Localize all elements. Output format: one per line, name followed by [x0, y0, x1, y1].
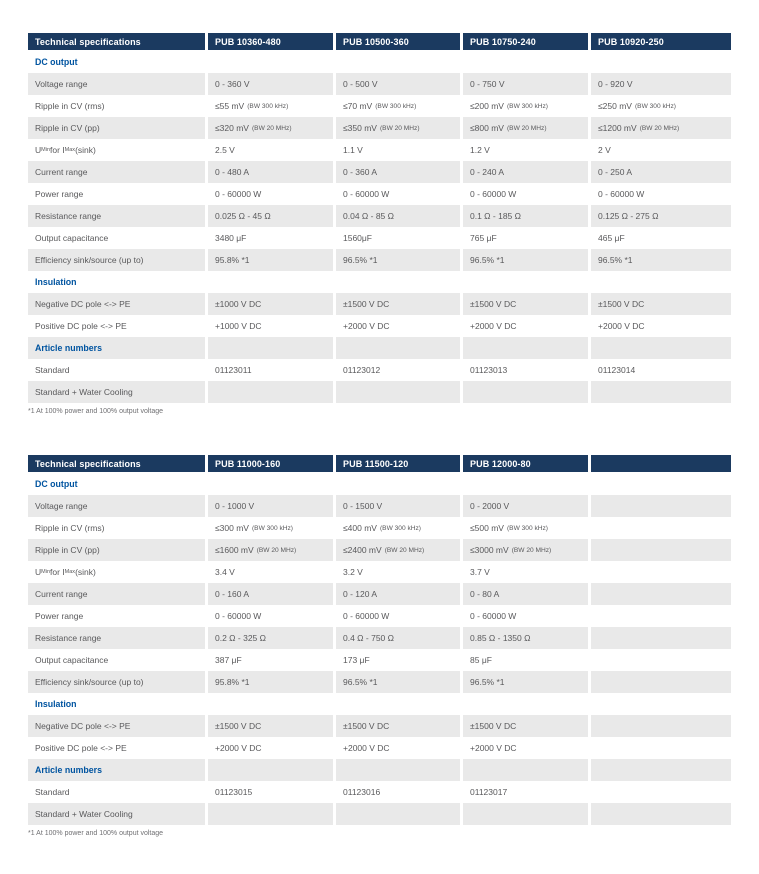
- spec-cell: ≤400 mV (BW 300 kHz): [343, 523, 422, 533]
- spec-cell: +2000 V DC: [343, 743, 390, 753]
- spec-cell: [591, 693, 731, 715]
- spec-cell: ≤800 mV (BW 20 MHz): [463, 117, 588, 139]
- spec-cell: 0 - 1500 V: [336, 495, 460, 517]
- spec-cell: [591, 51, 731, 73]
- spec-cell: [591, 539, 731, 561]
- footnote: *1 At 100% power and 100% output voltage: [28, 830, 164, 837]
- spec-cell: ±1500 V DC: [591, 293, 731, 315]
- table-row: [28, 139, 731, 161]
- spec-cell: 1560μF: [343, 233, 372, 243]
- spec-cell: ≤250 mV (BW 300 kHz): [598, 101, 677, 111]
- spec-cell: ±1500 V DC: [463, 715, 588, 737]
- spec-cell: +2000 V DC: [470, 321, 517, 331]
- table-row: [28, 627, 731, 649]
- spec-cell: [463, 271, 588, 293]
- spec-cell: 1.2 V: [470, 145, 490, 155]
- table-row: [28, 359, 731, 381]
- section-label: DC output: [35, 57, 78, 67]
- section-label: Insulation: [35, 277, 77, 287]
- spec-cell: 01123012: [343, 365, 381, 375]
- row-label: Standard + Water Cooling: [28, 381, 205, 403]
- row-label: Resistance range: [28, 205, 205, 227]
- table-row: [28, 95, 731, 117]
- spec-cell: 95.8% *1: [208, 671, 333, 693]
- row-label: U Min for I Max (sink): [35, 145, 96, 155]
- section-label: Article numbers: [28, 759, 205, 781]
- spec-cell: 3.7 V: [470, 567, 490, 577]
- spec-cell: 0.1 Ω - 185 Ω: [463, 205, 588, 227]
- spec-cell: [463, 759, 588, 781]
- spec-cell: ≤3000 mV (BW 20 MHz): [463, 539, 588, 561]
- spec-cell: ±1500 V DC: [336, 715, 460, 737]
- spec-cell: ≤55 mV (BW 300 kHz): [215, 101, 289, 111]
- section-row: [28, 51, 731, 73]
- spec-cell: 0 - 250 A: [591, 161, 731, 183]
- header-cell-model: [591, 455, 731, 472]
- spec-cell: [463, 51, 588, 73]
- spec-cell: [591, 781, 731, 803]
- section-row: [28, 473, 731, 495]
- spec-cell: ≤320 mV (BW 20 MHz): [208, 117, 333, 139]
- spec-cell: [591, 337, 731, 359]
- spec-cell: 465 μF: [598, 233, 625, 243]
- spec-cell: 0 - 360 V: [208, 73, 333, 95]
- spec-cell: 765 μF: [470, 233, 497, 243]
- spec-cell: 0.04 Ω - 85 Ω: [336, 205, 460, 227]
- bandwidth-note: (BW 300 kHz): [251, 524, 294, 532]
- spec-cell: [463, 693, 588, 715]
- spec-cell: 0 - 60000 W: [343, 611, 390, 621]
- spec-cell: 0.025 Ω - 45 Ω: [208, 205, 333, 227]
- header-cell-model: PUB 10500-360: [336, 33, 460, 50]
- spec-cell: [591, 759, 731, 781]
- table-row: [28, 671, 731, 693]
- spec-cell: [591, 473, 731, 495]
- row-label: Standard + Water Cooling: [28, 803, 205, 825]
- section-label: Insulation: [35, 699, 77, 709]
- row-label: Standard: [35, 365, 70, 375]
- table-row: [28, 737, 731, 759]
- section-row: [28, 693, 731, 715]
- spec-cell: 0 - 80 A: [463, 583, 588, 605]
- spec-cell: [591, 715, 731, 737]
- spec-cell: 0 - 920 V: [591, 73, 731, 95]
- spec-cell: ±1500 V DC: [208, 715, 333, 737]
- spec-cell: 96.5% *1: [463, 249, 588, 271]
- bandwidth-note: (BW 300 kHz): [375, 102, 417, 110]
- section-row: [28, 337, 731, 359]
- spec-cell: 0 - 480 A: [208, 161, 333, 183]
- row-label: Ripple in CV (pp): [28, 117, 205, 139]
- header-cell-model: PUB 10920-250: [591, 33, 731, 50]
- spec-cell: [336, 473, 460, 495]
- spec-table-2: [28, 455, 731, 837]
- spec-cell: ±1500 V DC: [336, 293, 460, 315]
- spec-cell: [591, 627, 731, 649]
- spec-cell: +2000 V DC: [598, 321, 645, 331]
- spec-cell: 0 - 1000 V: [208, 495, 333, 517]
- spec-cell: ≤1200 mV (BW 20 MHz): [591, 117, 731, 139]
- spec-cell: [208, 381, 333, 403]
- spec-cell: [208, 271, 333, 293]
- table-row: [28, 73, 731, 95]
- spec-cell: 0 - 60000 W: [470, 611, 517, 621]
- row-label: Output capacitance: [35, 233, 109, 243]
- header-cell-label: Technical specifications: [28, 455, 205, 472]
- spec-cell: [591, 271, 731, 293]
- bandwidth-note: (BW 20 MHz): [506, 124, 547, 132]
- spec-cell: 0 - 360 A: [336, 161, 460, 183]
- spec-cell: 0.125 Ω - 275 Ω: [591, 205, 731, 227]
- spec-cell: ≤300 mV (BW 300 kHz): [215, 523, 294, 533]
- table-row: [28, 781, 731, 803]
- spec-cell: +2000 V DC: [470, 743, 517, 753]
- spec-cell: [208, 803, 333, 825]
- spec-cell: 0 - 2000 V: [463, 495, 588, 517]
- section-label: Article numbers: [28, 337, 205, 359]
- spec-cell: 0.4 Ω - 750 Ω: [336, 627, 460, 649]
- spec-cell: 96.5% *1: [463, 671, 588, 693]
- table-row: [28, 517, 731, 539]
- spec-cell: 3.4 V: [215, 567, 235, 577]
- row-label: Negative DC pole <-> PE: [28, 715, 205, 737]
- table-row: [28, 227, 731, 249]
- footnote: *1 At 100% power and 100% output voltage: [28, 408, 164, 415]
- spec-cell: 96.5% *1: [336, 671, 460, 693]
- spec-cell: 01123011: [215, 365, 252, 375]
- row-label: U Min for I Max (sink): [35, 567, 96, 577]
- bandwidth-note: (BW 300 kHz): [506, 102, 549, 110]
- spec-cell: 1.1 V: [343, 145, 363, 155]
- spec-cell: ±1000 V DC: [208, 293, 333, 315]
- spec-cell: 0 - 60000 W: [215, 611, 262, 621]
- table-row: [28, 539, 731, 561]
- header-cell-model: PUB 12000-80: [463, 455, 588, 472]
- spec-cell: [208, 51, 333, 73]
- spec-cell: [336, 337, 460, 359]
- spec-cell: 387 μF: [215, 655, 242, 665]
- spec-cell: 01123016: [343, 787, 381, 797]
- spec-cell: 0 - 60000 W: [215, 189, 262, 199]
- header-cell-model: PUB 11500-120: [336, 455, 460, 472]
- bandwidth-note: (BW 300 kHz): [247, 102, 289, 110]
- spec-cell: [591, 671, 731, 693]
- spec-cell: 01123013: [470, 365, 508, 375]
- row-label: Current range: [28, 583, 205, 605]
- spec-cell: [208, 473, 333, 495]
- spec-cell: ≤200 mV (BW 300 kHz): [470, 101, 549, 111]
- spec-cell: [208, 337, 333, 359]
- section-row: [28, 759, 731, 781]
- spec-cell: 01123017: [470, 787, 508, 797]
- spec-cell: ≤70 mV (BW 300 kHz): [343, 101, 417, 111]
- spec-cell: [591, 803, 731, 825]
- spec-cell: 0 - 240 A: [463, 161, 588, 183]
- spec-cell: 0.2 Ω - 325 Ω: [208, 627, 333, 649]
- table-row: [28, 495, 731, 517]
- spec-cell: [463, 473, 588, 495]
- table-row: [28, 381, 731, 403]
- spec-cell: [591, 649, 731, 671]
- spec-cell: ±1500 V DC: [463, 293, 588, 315]
- spec-cell: 0 - 160 A: [208, 583, 333, 605]
- spec-cell: [463, 381, 588, 403]
- spec-cell: ≤2400 mV (BW 20 MHz): [336, 539, 460, 561]
- row-label: Power range: [35, 189, 84, 199]
- bandwidth-note: (BW 20 MHz): [384, 546, 425, 554]
- spec-cell: [591, 737, 731, 759]
- row-label: Ripple in CV (rms): [35, 523, 105, 533]
- section-label: DC output: [35, 479, 78, 489]
- spec-cell: [336, 51, 460, 73]
- table-row: [28, 293, 731, 315]
- table-row: [28, 117, 731, 139]
- header-cell-model: PUB 11000-160: [208, 455, 333, 472]
- table-row: [28, 649, 731, 671]
- table-row: [28, 605, 731, 627]
- table-row: [28, 161, 731, 183]
- spec-cell: 01123015: [215, 787, 253, 797]
- table-row: [28, 561, 731, 583]
- bandwidth-note: (BW 300 kHz): [379, 524, 422, 532]
- spec-cell: [591, 561, 731, 583]
- spec-table-1: [28, 33, 731, 415]
- spec-cell: 85 μF: [470, 655, 492, 665]
- spec-cell: 0 - 500 V: [336, 73, 460, 95]
- bandwidth-note: (BW 20 MHz): [256, 546, 297, 554]
- spec-cell: 0 - 750 V: [463, 73, 588, 95]
- row-label: Efficiency sink/source (up to): [28, 671, 205, 693]
- spec-cell: [336, 381, 460, 403]
- table-row: [28, 803, 731, 825]
- table-header-row: [28, 455, 731, 472]
- row-label: Standard: [35, 787, 70, 797]
- table-row: [28, 183, 731, 205]
- spec-cell: [463, 803, 588, 825]
- row-label: Ripple in CV (pp): [28, 539, 205, 561]
- row-label: Negative DC pole <-> PE: [28, 293, 205, 315]
- spec-cell: [336, 759, 460, 781]
- row-label: Power range: [35, 611, 84, 621]
- spec-cell: [208, 759, 333, 781]
- header-cell-model: PUB 10360-480: [208, 33, 333, 50]
- table-row: [28, 583, 731, 605]
- spec-cell: 01123014: [598, 365, 636, 375]
- row-label: Output capacitance: [35, 655, 109, 665]
- table-row: [28, 715, 731, 737]
- spec-cell: [591, 381, 731, 403]
- spec-cell: 2.5 V: [215, 145, 235, 155]
- bandwidth-note: (BW 20 MHz): [251, 124, 292, 132]
- spec-cell: 95.8% *1: [208, 249, 333, 271]
- spec-cell: 0 - 60000 W: [343, 189, 390, 199]
- spec-cell: ≤500 mV (BW 300 kHz): [470, 523, 549, 533]
- spec-cell: 3480 μF: [215, 233, 247, 243]
- spec-cell: [591, 495, 731, 517]
- table-header-row: [28, 33, 731, 50]
- bandwidth-note: (BW 300 kHz): [634, 102, 677, 110]
- section-row: [28, 271, 731, 293]
- spec-cell: [336, 271, 460, 293]
- spec-cell: [463, 337, 588, 359]
- spec-cell: [591, 583, 731, 605]
- bandwidth-note: (BW 20 MHz): [379, 124, 420, 132]
- spec-cell: 96.5% *1: [336, 249, 460, 271]
- bandwidth-note: (BW 20 MHz): [639, 124, 680, 132]
- header-cell-label: Technical specifications: [28, 33, 205, 50]
- spec-cell: 0 - 60000 W: [470, 189, 517, 199]
- spec-cell: 0 - 120 A: [336, 583, 460, 605]
- bandwidth-note: (BW 300 kHz): [506, 524, 549, 532]
- row-label: Voltage range: [28, 73, 205, 95]
- row-label: Current range: [28, 161, 205, 183]
- bandwidth-note: (BW 20 MHz): [511, 546, 552, 554]
- spec-cell: ≤1600 mV (BW 20 MHz): [208, 539, 333, 561]
- spec-cell: ≤350 mV (BW 20 MHz): [336, 117, 460, 139]
- spec-cell: +2000 V DC: [343, 321, 390, 331]
- spec-cell: [336, 693, 460, 715]
- spec-cell: 173 μF: [343, 655, 370, 665]
- spec-cell: [591, 517, 731, 539]
- spec-cell: 2 V: [598, 145, 611, 155]
- spec-cell: [336, 803, 460, 825]
- spec-cell: 0.85 Ω - 1350 Ω: [463, 627, 588, 649]
- row-label: Positive DC pole <-> PE: [35, 743, 127, 753]
- spec-cell: 0 - 60000 W: [598, 189, 645, 199]
- row-label: Efficiency sink/source (up to): [28, 249, 205, 271]
- spec-cell: 3.2 V: [343, 567, 363, 577]
- spec-cell: [208, 693, 333, 715]
- row-label: Resistance range: [28, 627, 205, 649]
- row-label: Positive DC pole <-> PE: [35, 321, 127, 331]
- spec-cell: +1000 V DC: [215, 321, 262, 331]
- spec-cell: 96.5% *1: [591, 249, 731, 271]
- row-label: Ripple in CV (rms): [35, 101, 105, 111]
- table-row: [28, 205, 731, 227]
- spec-cell: [591, 605, 731, 627]
- table-row: [28, 249, 731, 271]
- table-row: [28, 315, 731, 337]
- spec-cell: +2000 V DC: [215, 743, 262, 753]
- row-label: Voltage range: [28, 495, 205, 517]
- header-cell-model: PUB 10750-240: [463, 33, 588, 50]
